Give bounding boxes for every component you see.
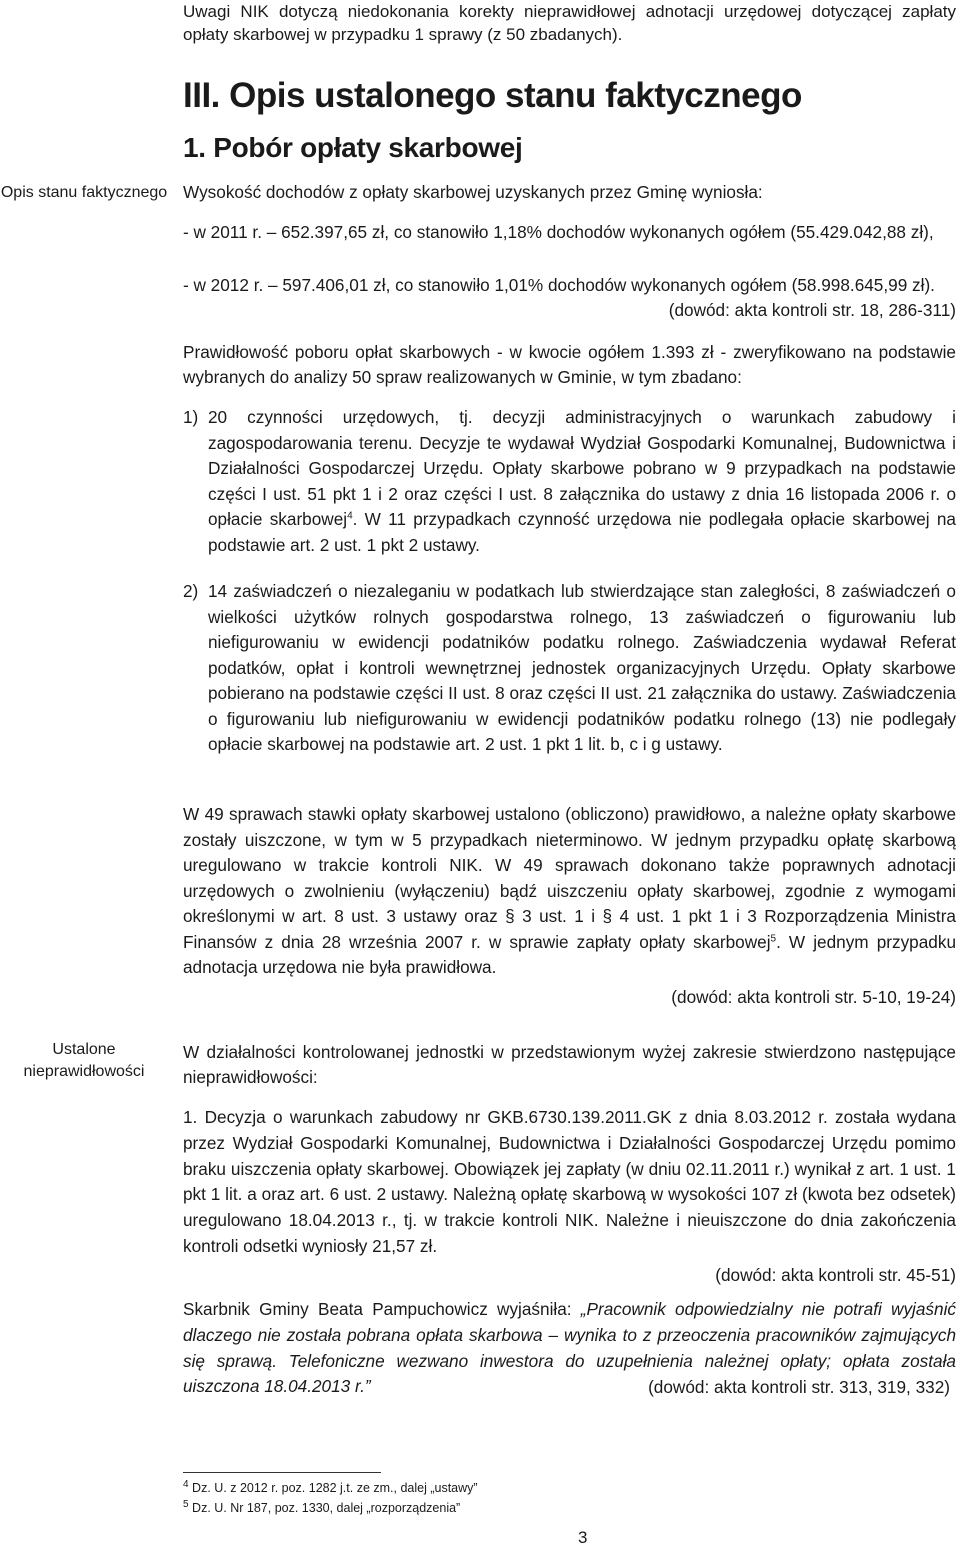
item-2-text: 14 zaświadczeń o niezaleganiu w podatkach lub stwierdzające stan zaległości, 8 zaświadczeń o wielkości użytków rolnych gospodarstwa rolnego, 13 zaświadczeń o figurowaniu lub niefigurowaniu w ewidencji podatników podatku rolnego. Zaświadczenia wydawał Referat podatków, opłat i kontroli wewnętrznej jednostek organizacyjnych Urzędu. Opłaty skarbowe pobierano na podstawie części II ust. 8 oraz części II ust. 21 załącznika do ustawy. Zaświadczenia o figurowaniu lub niefigurowaniu w ewidencji podatników podatku rolnego (13) nie podlegały opłacie skarbowej na podstawie art. 2 ust. 1 pkt 1 lit. b, c i g ustawy. [208, 581, 956, 754]
footnote-ref-4: 4 [347, 510, 353, 522]
item-1-number: 1) [183, 407, 199, 427]
item-1-text: 20 czynności urzędowych, tj. decyzji administracyjnych o warunkach zabudowy i zagospodarowania terenu. Decyzje te wydawał Wydział Gospodarki Komunalnej, Budownictwa i Działalności Gospodarczej Urzędu. Opłaty skarbowe pobrano w 9 przypadkach na podstawie części I ust. 51 pkt 1 i 2 oraz części I ust. 8 załącznika do ustawy z dnia 16 listopada 2006 r. o opłacie skarbowej$^4$. W 11 przypadkach czynność urzędowa nie podlegała opłacie skarbowej na podstawie art. 2 ust. 1 pkt 2 ustawy. [208, 407, 956, 555]
page-number: 3 [578, 1528, 588, 1547]
irregularity-1-evidence: (dowód: akta kontroli str. 45-51) [715, 1265, 956, 1285]
footnote-ref-5: 5 [770, 932, 777, 944]
footnote-separator [183, 1472, 381, 1473]
income-evidence: (dowód: akta kontroli str. 18, 286-311) [668, 300, 956, 320]
item-2-number: 2) [183, 581, 199, 601]
margin-note-facts: Opis stanu faktycznego [0, 184, 168, 201]
margin-note-irregularities: Ustalone nieprawidłowości [23, 1041, 145, 1080]
income-2011: - w 2011 r. – 652.397,65 zł, co stanowiło 1,18% dochodów wykonanych ogółem (55.429.042,88 zł), [183, 222, 934, 242]
correctness-paragraph: Prawidłowość poboru opłat skarbowych - w kwocie ogółem 1.393 zł - zweryfikowano na podstawie wybranych do analizy 50 spraw realizowanych w Gminie, w tym zbadano: [183, 342, 956, 387]
treasurer-explanation: Skarbnik Gminy Beata Pampuchowicz wyjaśniła: „Pracownik odpowiedzialny nie potrafi wyjaśnić dlaczego nie została pobrana opłata skarbowa – wynika to z przeoczenia pracowników zajmujących się sprawą. Telefoniczne wezwano inwestora do uzupełnienia należnej opłaty; opłata została uiszczona 18.04.2013 r.” [183, 1299, 956, 1397]
footnote-4: $^4$ Dz. U. z 2012 r. poz. 1282 j.t. ze zm., dalej „ustawy” [183, 1478, 478, 1495]
irregularity-1-text: 1. Decyzja o warunkach zabudowy nr GKB.6730.139.2011.GK z dnia 8.03.2012 r. została wydana przez Wydział Gospodarki Komunalnej, Budownictwa i Działalności Gospodarczej Urzędu pomimo braku uiszczenia opłaty skarbowej. Obowiązek jej zapłaty (w dniu 02.11.2011 r.) wynikał z art. 1 ust. 1 pkt 1 lit. a oraz art. 6 ust. 2 ustawy. Należną opłatę skarbową w wysokości 107 zł (kwota bez odsetek) uregulowano 18.04.2013 r., tj. w trakcie kontroli NIK. Należne i nieuiszczone do dnia zakończenia kontroli odsetki wyniosły 21,57 zł. [183, 1107, 956, 1256]
income-2012: - w 2012 r. – 597.406,01 zł, co stanowiło 1,01% dochodów wykonanych ogółem (58.998.645,99 zł). [183, 275, 935, 295]
paragraph-49-cases: W 49 sprawach stawki opłaty skarbowej ustalono (obliczono) prawidłowo, a należne opłaty skarbowe zostały uiszczone, w tym w 5 przypadkach nieterminowo. W jednym przypadku opłatę skarbową uregulowano w trakcie kontroli NIK. W 49 sprawach dokonano także poprawnych adnotacji urzędowych o zwolnieniu (wyłączeniu) bądź uiszczeniu opłaty skarbowej, zgodnie z wymogami określonymi w art. 8 ust. 3 ustawy oraz § 3 ust. 1 i § 4 ust. 1 pkt 1 i 3 Rozporządzenia Ministra Finansów z dnia 28 września 2007 r. w sprawie zapłaty opłaty skarbowej$^5$. W jednym przypadku adnotacja urzędowa nie była prawidłowa. [183, 804, 957, 977]
section-heading: III. Opis ustalonego stanu faktycznego [183, 76, 802, 115]
intro-paragraph: Uwagi NIK dotyczą niedokonania korekty nieprawidłowej adnotacji urzędowej dotyczącej zapłaty opłaty skarbowej w przypadku 1 sprawy (z 50 zbadanych). [183, 2, 956, 44]
income-intro: Wysokość dochodów z opłaty skarbowej uzyskanych przez Gminę wyniosła: [183, 182, 763, 202]
paragraph-49-evidence: (dowód: akta kontroli str. 5-10, 19-24) [671, 987, 956, 1007]
subsection-heading: 1. Pobór opłaty skarbowej [183, 132, 523, 163]
treasurer-evidence: (dowód: akta kontroli str. 313, 319, 332) [648, 1377, 950, 1397]
irregularities-intro: W działalności kontrolowanej jednostki w przedstawionym wyżej zakresie stwierdzono następujące nieprawidłowości: [183, 1042, 956, 1087]
footnote-5: $^5$ Dz. U. Nr 187, poz. 1330, dalej „rozporządzenia” [183, 1498, 461, 1515]
